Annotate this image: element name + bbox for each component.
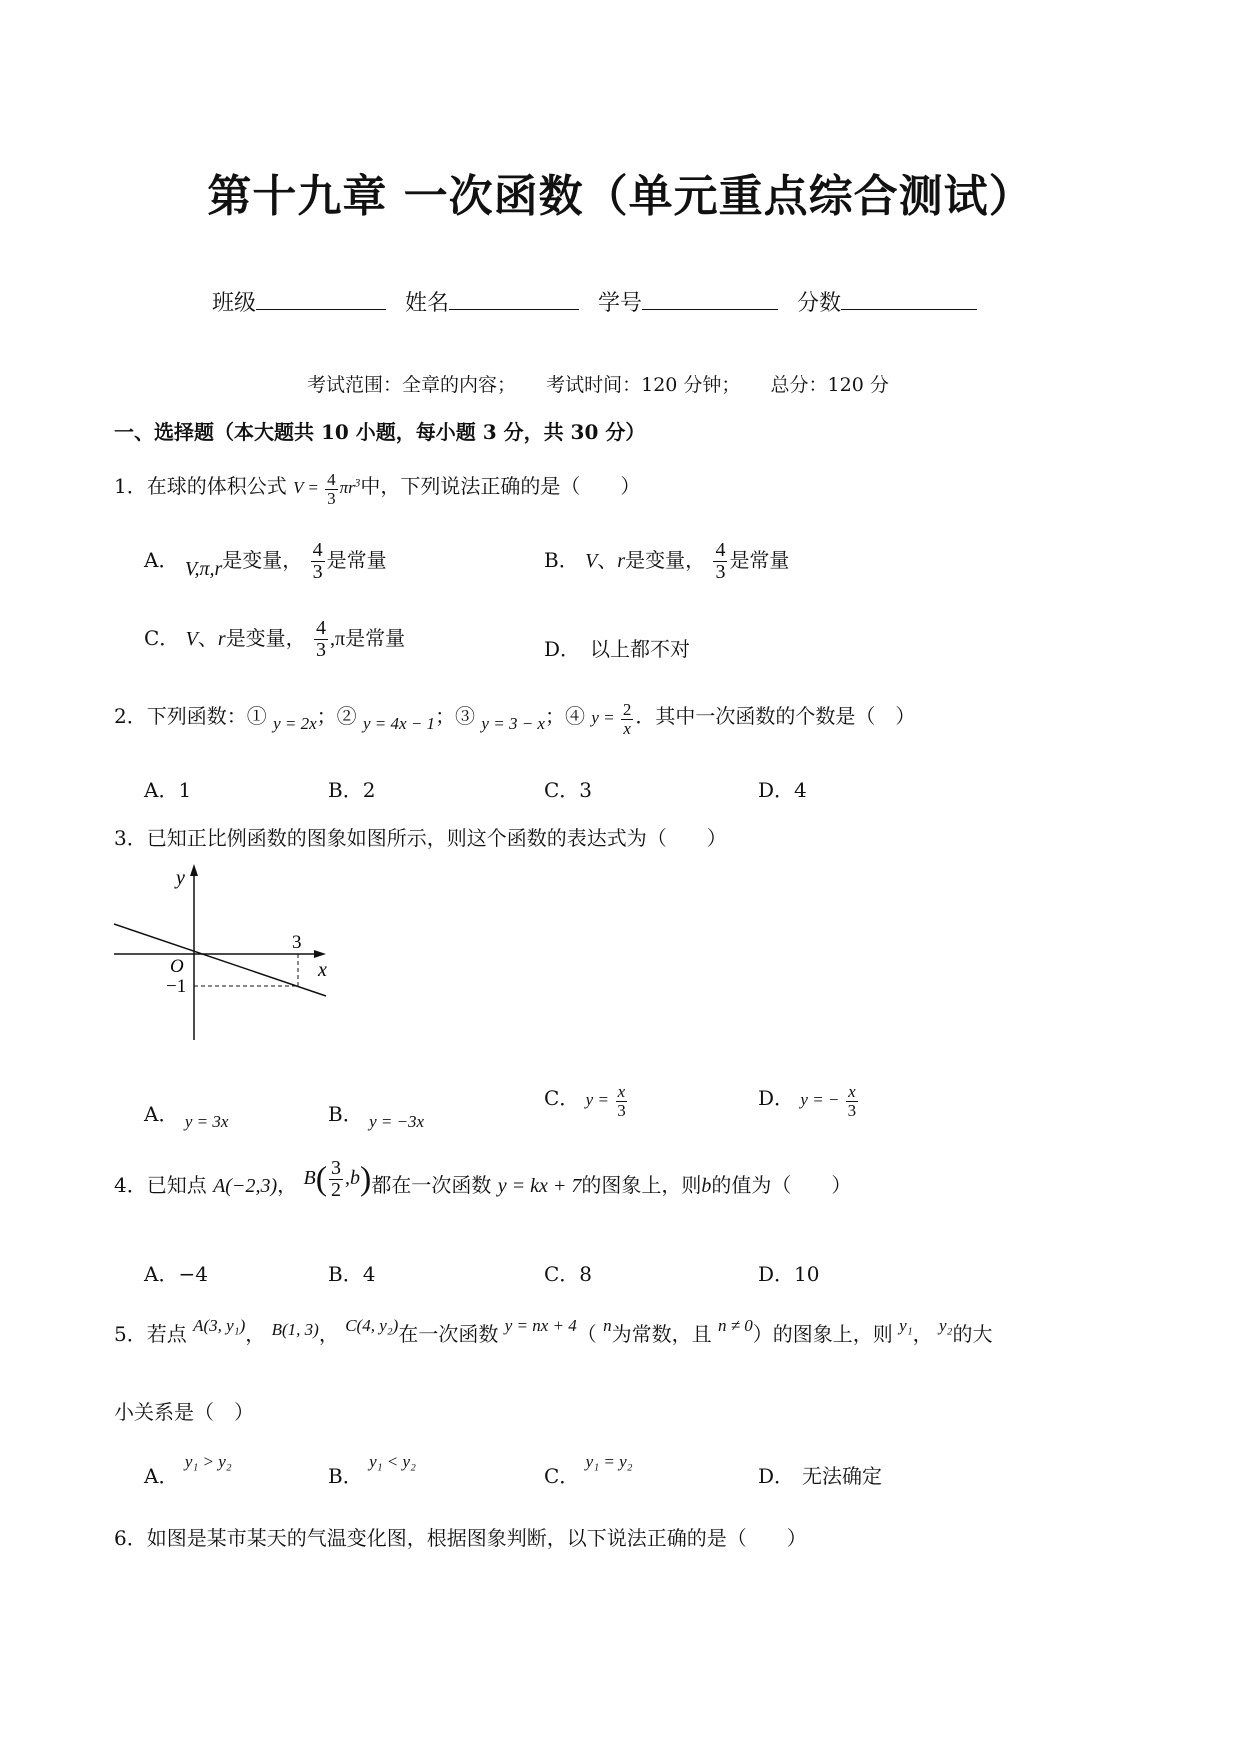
- function-3: y = 3 − x: [481, 714, 545, 733]
- question-3: 3．已知正比例函数的图象如图所示，则这个函数的表达式为（ ）: [114, 826, 727, 850]
- q4-option-c[interactable]: C．8: [544, 1262, 593, 1286]
- q4-option-b[interactable]: B．4: [328, 1262, 376, 1286]
- q4-option-d[interactable]: D．10: [758, 1262, 820, 1286]
- name-label: 姓名: [405, 291, 450, 316]
- section-heading: 一、选择题（本大题共 10 小题，每小题 3 分，共 30 分）: [114, 420, 646, 444]
- question-number: 1．: [114, 474, 147, 498]
- y-axis-arrow: [190, 864, 198, 876]
- linear-function: y = kx + 7: [497, 1175, 582, 1198]
- q5-option-c[interactable]: C． $^{y_1 = y_2}$: [544, 1452, 633, 1488]
- exam-meta: [307, 370, 889, 397]
- q3-option-d[interactable]: D． y = − $\frac{x}{3}$: [758, 1081, 857, 1120]
- question-6: 6．如图是某市某天的气温变化图，根据图象判断，以下说法正确的是（ ）: [114, 1526, 807, 1550]
- q5-option-b[interactable]: B． $^{y_1 < y_2}$: [328, 1452, 416, 1488]
- linear-function: y = nx + 4: [504, 1316, 577, 1335]
- q2-option-b[interactable]: B．2: [328, 778, 376, 802]
- q5-option-d[interactable]: D． 无法确定: [758, 1464, 883, 1488]
- x-axis-arrow: [314, 950, 326, 958]
- exam-scope: 考试范围：全章的内容；: [307, 374, 517, 396]
- point-c: C(4, y₂): [345, 1316, 399, 1335]
- y-axis-label: y: [176, 867, 185, 889]
- page-title: 第十九章 一次函数（单元重点综合测试）: [207, 171, 1034, 222]
- point-b: B( $\frac{3}{2}$ ,b): [303, 1157, 372, 1201]
- student-info-row: [212, 286, 989, 317]
- exam-time: 考试时间：120 分钟；: [546, 374, 741, 396]
- volume-formula: V = $\frac{4}{3}$ $\pi r^3$: [293, 469, 361, 508]
- exam-total: 总分：120 分: [770, 374, 889, 396]
- q3-option-c[interactable]: C． y = $\frac{x}{3}$: [544, 1081, 626, 1120]
- question-1: [114, 470, 640, 507]
- tick-label-x: 3: [292, 932, 302, 953]
- id-label: 学号: [598, 291, 643, 316]
- id-blank: [642, 287, 778, 310]
- origin-label: O: [170, 956, 184, 977]
- q1-option-a[interactable]: A． V,π,r是变量， $\frac{4}{3}$ 是常量: [144, 539, 387, 583]
- function-4: y = $\frac{2}{x}$: [591, 699, 632, 738]
- q2-option-d[interactable]: D．4: [758, 778, 807, 802]
- question-4: 4．已知点 A(−2,3)， B( $\frac{3}{2}$ ,b)都在一次函数 y = kx + 7的图象上，则b的值为（ ）: [114, 1157, 852, 1201]
- score-label: 分数: [797, 291, 842, 316]
- q2-option-a[interactable]: A．1: [144, 778, 192, 802]
- q4-option-a[interactable]: A．−4: [144, 1262, 208, 1286]
- score-blank: [841, 287, 977, 310]
- tick-label-y: −1: [166, 976, 187, 997]
- proportional-function-graph: [104, 862, 344, 1042]
- question-text: 在球的体积公式: [146, 474, 287, 498]
- name-blank: [449, 287, 579, 310]
- x-axis-label: x: [318, 959, 327, 981]
- point-a: A(−2,3): [213, 1175, 278, 1198]
- class-label: 班级: [212, 291, 257, 316]
- q1-option-b[interactable]: B． V、r是变量， $\frac{4}{3}$ 是常量: [544, 539, 790, 583]
- point-b: B(1, 3): [271, 1320, 319, 1339]
- q1-option-d[interactable]: D． 以上都不对: [544, 637, 691, 661]
- question-5-line-2: 小关系是（ ）: [114, 1400, 254, 1424]
- function-1: y = 2x: [273, 714, 317, 733]
- q3-option-b[interactable]: B． $_{y = -3x}$: [328, 1102, 425, 1131]
- function-2: y = 4x − 1: [363, 714, 436, 733]
- question-2: 2．下列函数：① $_{y = 2x}$；② $_{y = 4x - 1}$；③ $_{y = 3 - x}$；④ y = $\frac{2}{x}$ ．其中一次函数的个数是（ ）: [114, 699, 916, 738]
- class-blank: [256, 287, 386, 310]
- point-a: A(3, y₁): [193, 1316, 246, 1335]
- q1-option-c[interactable]: C． V、r是变量， $\frac{4}{3}$ ,π是常量: [144, 617, 406, 661]
- q3-option-a[interactable]: A． $_{y = 3x}$: [144, 1102, 229, 1131]
- q5-option-a[interactable]: A． $^{y_1 > y_2}$: [144, 1452, 232, 1488]
- question-5: 5．若点 $^{A(3, y_1)}$， $^{B(1, 3)}$， $^{C(4, y_2)}$在一次函数 $^{y = nx + 4}$（ $^n$为常数，且 $^{n \ne 0}$）的图象上，则 $^{y_1}$， $^{y_2}$的大: [114, 1316, 993, 1346]
- q2-option-c[interactable]: C．3: [544, 778, 593, 802]
- option-math: V,π,r: [184, 558, 223, 580]
- question-text: 中，下列说法正确的是（ ）: [360, 474, 641, 498]
